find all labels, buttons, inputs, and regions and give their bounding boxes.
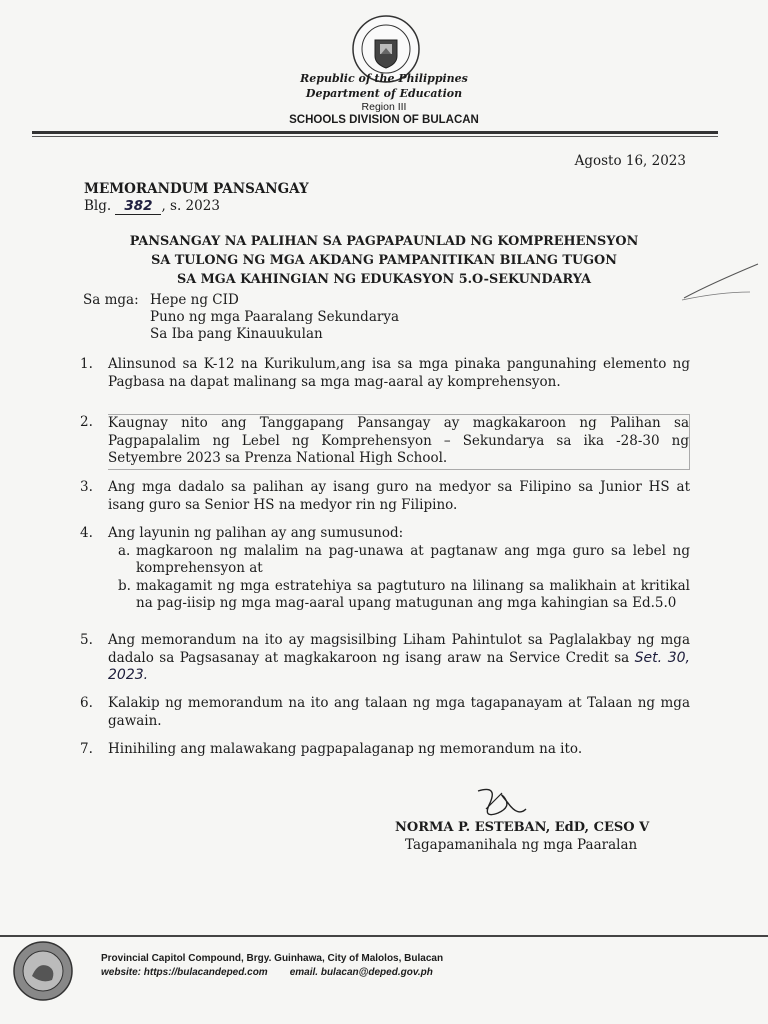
objective-text: makagamit ng mga estratehiya sa pagtuturo na lilinang sa malikhain at kritikal na pag-iisip ng mga mag-aaral upang matugunan ang mga kahingian sa Ed.5.0: [136, 577, 690, 611]
memo-item: [80, 414, 690, 470]
handwritten-date: Set. 30, 2023.: [108, 649, 690, 683]
item-number: 5.: [80, 632, 93, 648]
memo-item: [80, 479, 690, 514]
item-text: Kaugnay nito ang Tanggapang Pansangay ay magkakaroon ng Palihan sa Pagpapalalim ng Lebel ng Komprehensyon – Sekundarya sa ika -28-30 ng Setyembre 2023 sa Prenza National High School.: [108, 414, 690, 470]
objective-letter: a.: [118, 542, 131, 559]
memo-item: [80, 695, 690, 730]
item-text: Ang mga dadalo sa palihan ay isang guro na medyor sa Filipino sa Junior HS at isang guro sa Senior HS na medyor rin ng Filipino.: [108, 479, 690, 513]
footer-email[interactable]: email. bulacan@deped.gov.ph: [289, 967, 433, 978]
memo-item: [80, 632, 690, 685]
footer-website[interactable]: website: https://bulacandeped.com: [101, 967, 268, 978]
memo-date: Agosto 16, 2023: [574, 153, 686, 169]
item-number: 7.: [80, 741, 93, 757]
memo-number-value: 382: [115, 198, 161, 215]
division-label: SCHOOLS DIVISION OF BULACAN: [289, 114, 479, 126]
item-number: 3.: [80, 479, 93, 495]
republic-label: Republic of the Philippines: [300, 72, 468, 85]
recipient-item: Puno ng mga Paaralang Sekundarya: [150, 309, 399, 325]
header-divider: [32, 131, 718, 134]
memo-title: MEMORANDUM PANSANGAY: [84, 181, 309, 197]
division-seal-icon: [12, 940, 74, 1002]
recipients-label: Sa mga:: [83, 292, 139, 308]
item-number: 6.: [80, 695, 93, 711]
memo-number-suffix: , s. 2023: [161, 198, 220, 214]
item-number: 4.: [80, 525, 93, 541]
item-text: [108, 632, 690, 685]
memo-subject: [84, 232, 684, 289]
item-text: Kalakip ng memorandum na ito ang talaan ng mga tagapanayam at Talaan ng mga gawain.: [108, 695, 690, 729]
pen-mark-icon: [680, 262, 760, 302]
item-text-body: Ang memorandum na ito ay magsisilbing Liham Pahintulot sa Paglalakbay ng mga dadalo sa Pagsasanay at magkakaroon ng isang araw na Service Credit sa: [108, 632, 690, 666]
recipients-block: [83, 292, 399, 343]
header-divider-thin: [32, 136, 718, 137]
item-text: Ang layunin ng palihan ay ang sumusunod:: [108, 525, 404, 541]
signatory-title: Tagapamanihala ng mga Paaralan: [405, 837, 638, 853]
memo-item: [80, 356, 690, 391]
item-number: 2.: [80, 414, 93, 430]
subject-line: SA TULONG NG MGA AKDANG PAMPANITIKAN BILANG TUGON: [151, 253, 617, 268]
item-number: 1.: [80, 356, 93, 372]
objective-item: [118, 577, 690, 613]
subject-line: SA MGA KAHINGIAN NG EDUKASYON 5.O-SEKUNDARYA: [176, 272, 592, 287]
objective-item: [118, 542, 690, 578]
recipient-item: Sa Iba pang Kinauukulan: [150, 326, 323, 342]
memo-number-prefix: Blg.: [84, 198, 112, 214]
memo-item: [80, 741, 690, 759]
item-text: Hinihiling ang malawakang pagpapalaganap ng memorandum na ito.: [108, 741, 583, 757]
memo-number: [84, 198, 220, 215]
subject-line: PANSANGAY NA PALIHAN SA PAGPAPAUNLAD NG KOMPREHENSYON: [129, 234, 639, 249]
recipient-item: Hepe ng CID: [150, 292, 239, 308]
objective-text: magkaroon ng malalim na pag-unawa at pagtanaw ang mga guro sa lebel ng komprehensyon at: [136, 542, 690, 576]
footer-contact: [101, 967, 433, 978]
item-text: Alinsunod sa K-12 na Kurikulum,ang isa sa mga pinaka pangunahing elemento ng Pagbasa na dapat malinang sa mga mag-aaral ay komprehensyon.: [108, 356, 690, 390]
objective-letter: b.: [118, 577, 131, 594]
region-label: Region III: [361, 101, 407, 113]
signatory-name: NORMA P. ESTEBAN, EdD, CESO V: [395, 820, 650, 835]
department-label: Department of Education: [305, 87, 463, 100]
footer-divider: [0, 935, 768, 937]
footer-address: Provincial Capitol Compound, Brgy. Guinhawa, City of Malolos, Bulacan: [101, 953, 444, 964]
memo-item: [80, 525, 690, 613]
